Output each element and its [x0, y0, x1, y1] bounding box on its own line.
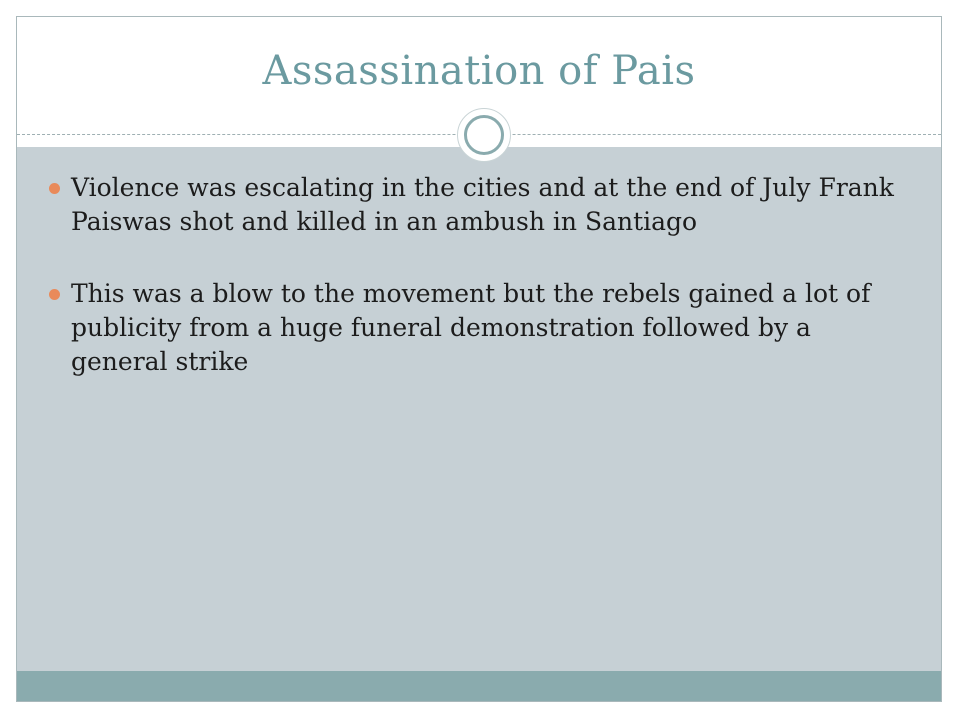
ring-ornament-inner-icon — [464, 115, 504, 155]
slide — [16, 16, 942, 702]
footer-bar — [17, 671, 941, 702]
bullet-list — [49, 171, 909, 379]
bullet-item — [49, 277, 909, 379]
bullet-text: This was a blow to the movement but the rebels gained a lot of publicity from a huge funeral demonstration followed by a general strike — [71, 279, 871, 376]
bullet-text: Violence was escalating in the cities and at the end of July Frank Paiswas shot and killed in an ambush in Santiago — [71, 173, 894, 236]
bullet-dot-icon — [49, 289, 60, 300]
bullet-dot-icon — [49, 183, 60, 194]
bullet-item — [49, 171, 909, 239]
slide-title: Assassination of Pais — [262, 48, 696, 94]
